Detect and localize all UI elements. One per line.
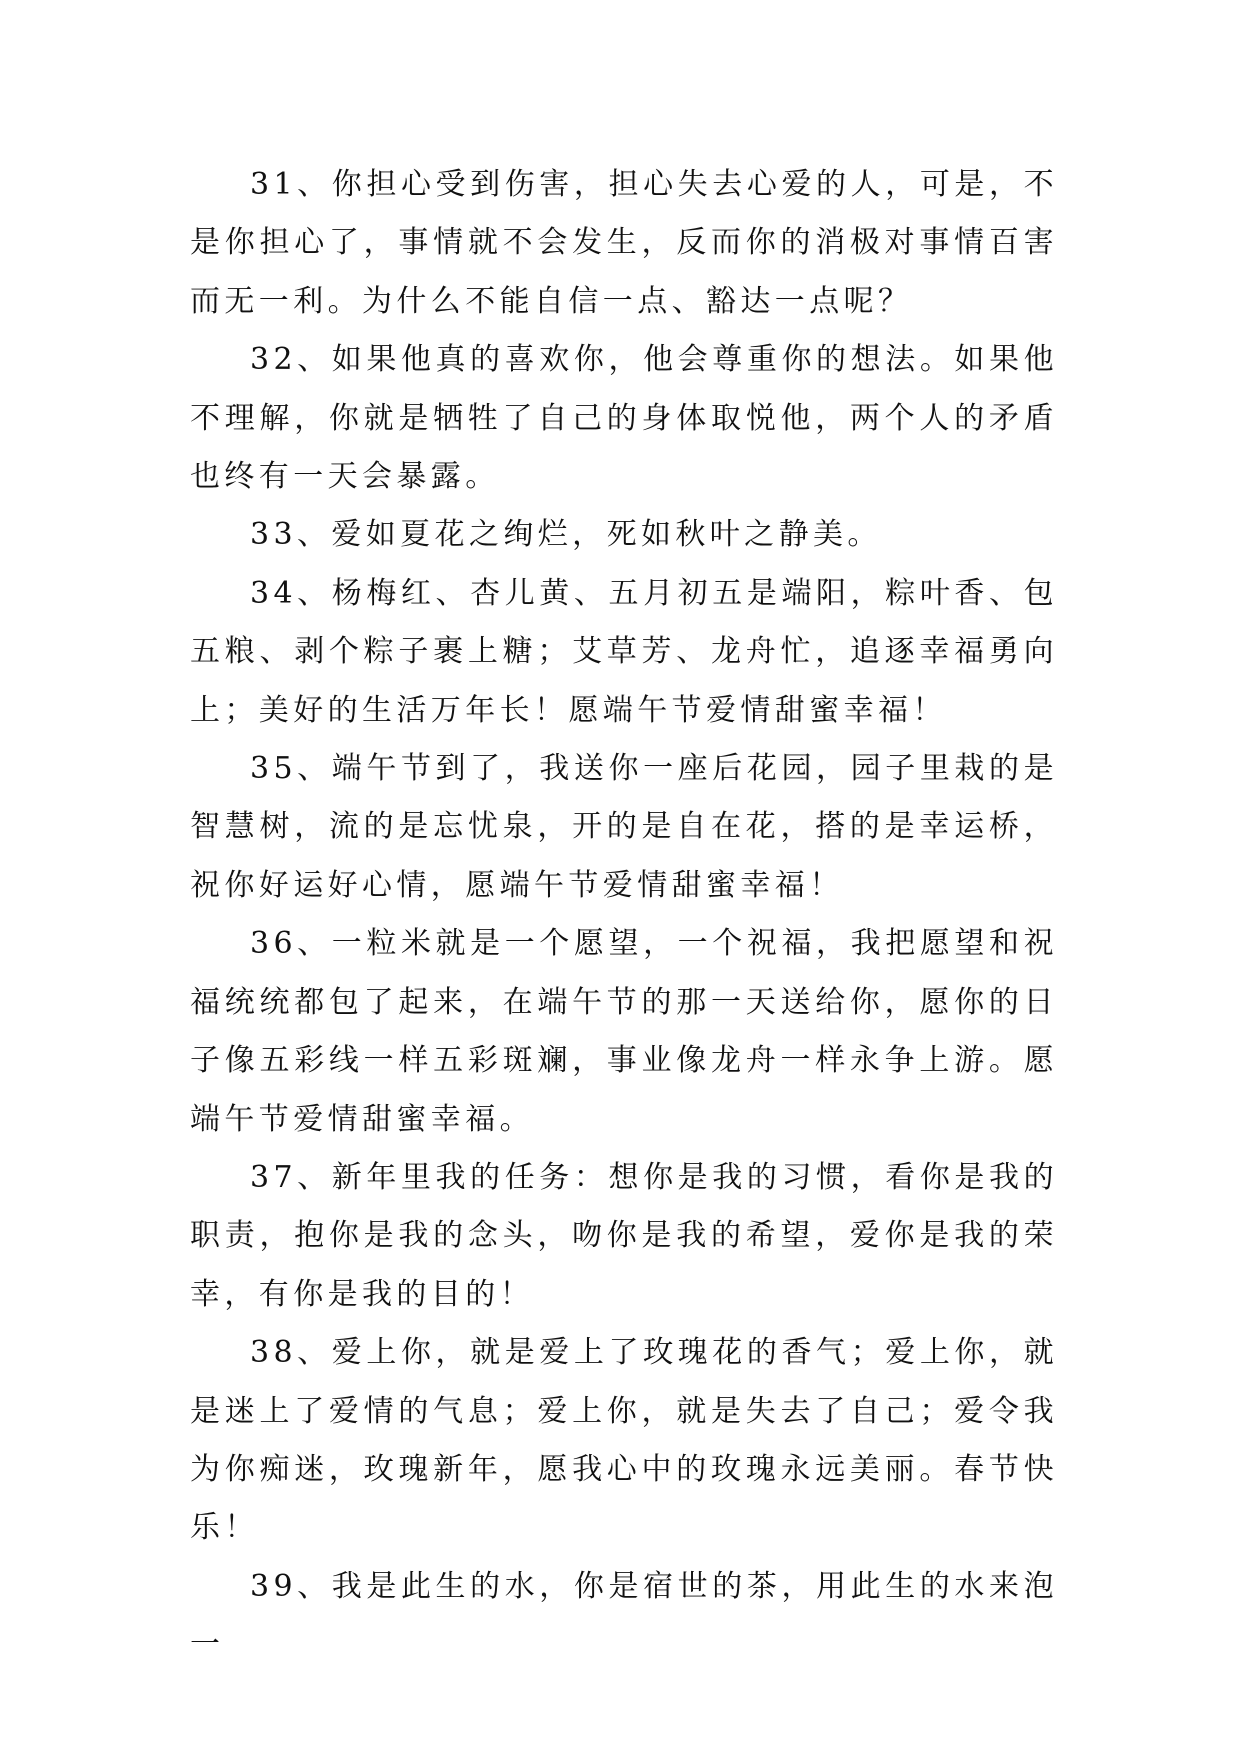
paragraph-39: 39、我是此生的水，你是宿世的茶，用此生的水来泡一 (190, 1568, 1058, 1663)
paragraph-38: 38、爱上你，就是爱上了玫瑰花的香气；爱上你，就是迷上了爱情的气息；爱上你，就是失去了自己；爱令我为你痴迷，玫瑰新年，愿我心中的玫瑰永远美丽。春节快乐！ (190, 1335, 1058, 1546)
paragraph-34: 34、杨梅红、杏儿黄、五月初五是端阳，粽叶香、包五粮、剥个粽子裹上糖；艾草芳、龙舟忙，追逐幸福勇向上；美好的生活万年长！愿端午节爱情甜蜜幸福！ (190, 575, 1058, 728)
document-body (190, 156, 1058, 1675)
paragraph-33: 33、爱如夏花之绚烂，死如秋叶之静美。 (250, 517, 882, 553)
paragraph-35: 35、端午节到了，我送你一座后花园，园子里栽的是智慧树，流的是忘忧泉，开的是自在花，搭的是幸运桥，祝你好运好心情，愿端午节爱情甜蜜幸福！ (190, 751, 1058, 903)
paragraph-36: 36、一粒米就是一个愿望，一个祝福，我把愿望和祝福统统都包了起来，在端午节的那一天送给你，愿你的日子像五彩线一样五彩斑斓，事业像龙舟一样永争上游。愿端午节爱情甜蜜幸福。 (190, 926, 1058, 1137)
paragraph-32: 32、如果他真的喜欢你，他会尊重你的想法。如果他不理解，你就是牺牲了自己的身体取悦他，两个人的矛盾也终有一天会暴露。 (190, 342, 1058, 495)
paragraph-37: 37、新年里我的任务：想你是我的习惯，看你是我的职责，抱你是我的念头，吻你是我的希望，爱你是我的荣幸，有你是我的目的！ (190, 1159, 1058, 1312)
paragraph-31: 31、你担心受到伤害，担心失去心爱的人，可是，不是你担心了，事情就不会发生，反而你的消极对事情百害而无一利。为什么不能自信一点、豁达一点呢？ (190, 167, 1058, 319)
